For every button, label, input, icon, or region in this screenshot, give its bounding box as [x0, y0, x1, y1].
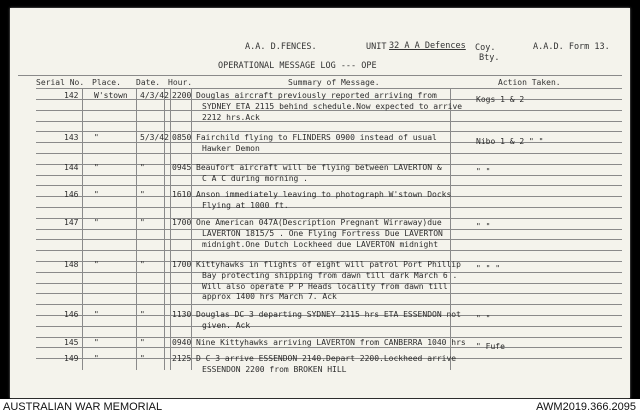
place: "	[94, 260, 99, 269]
message-line: Bay protecting shipping from dawn till dark March 6 .	[202, 270, 458, 280]
place: "	[94, 354, 99, 363]
place: "	[94, 163, 99, 172]
place: "	[94, 338, 99, 347]
message-line: 2212 hrs.Ack	[202, 112, 260, 122]
form-number: A.A.D. Form 13.	[533, 42, 610, 52]
hour: 1130	[172, 310, 192, 319]
date: "	[140, 338, 145, 347]
place: "	[94, 133, 99, 142]
message-line: Beaufort aircraft will be flying between LAVERTON &	[196, 163, 442, 172]
date: 4/3/42	[140, 91, 169, 100]
row-rule	[36, 185, 622, 186]
message-line: D C 3 arrive ESSENDON 2140.Depart 2200.Lockheed arrive	[196, 354, 457, 363]
unit-value: 32 A A Defences	[389, 41, 466, 51]
serial-number: 142	[64, 91, 79, 100]
message-line: LAVERTON 1815/5 . One Flying Fortress Due LAVERTON	[202, 228, 443, 238]
message-line: midnight.One Dutch Lockheed due LAVERTON midnight	[202, 239, 439, 249]
row-rule	[36, 153, 622, 154]
action-taken: " "	[476, 167, 491, 176]
org-heading: A.A. D.FENCES.	[245, 42, 317, 52]
date: "	[140, 260, 145, 269]
header-top-rule	[18, 75, 622, 76]
row-rule	[36, 207, 622, 208]
message-line: Hawker Demon	[202, 143, 260, 153]
log-sheet	[10, 8, 630, 398]
message-line: given. Ack	[202, 320, 251, 330]
action-taken: " " "	[476, 264, 501, 273]
action-taken: Kogs 1 & 2	[476, 95, 525, 104]
date: "	[140, 163, 145, 172]
place: "	[94, 190, 99, 199]
message-line: Nine Kittyhawks arriving LAVERTON from CANBERRA 1040 hrs	[196, 338, 466, 347]
serial-number: 148	[64, 260, 79, 269]
action-taken: Nibo 1 & 2 " "	[476, 137, 544, 146]
hour: 0940	[172, 338, 192, 347]
row-rule	[36, 121, 622, 122]
date: "	[140, 354, 145, 363]
row-rule	[36, 304, 622, 305]
hour: 1700	[172, 218, 192, 227]
coy-label: Coy.	[475, 43, 496, 53]
place: "	[94, 218, 99, 227]
hour: 2200	[172, 91, 192, 100]
serial-number: 143	[64, 133, 79, 142]
date: 5/3/42	[140, 133, 169, 142]
date: "	[140, 190, 145, 199]
row-rule	[36, 250, 622, 251]
message-line: ESSENDON 2200 from BROKEN HILL	[202, 364, 347, 374]
hour: 0850	[172, 133, 192, 142]
col-date: Date.	[136, 78, 161, 87]
place: W'stown	[94, 91, 128, 100]
message-line: Kittyhawks in flights of eight will patrol Port Phillip	[196, 260, 461, 269]
footer-credit: AUSTRALIAN WAR MEMORIAL	[3, 401, 163, 413]
header-bottom-rule	[36, 88, 622, 89]
col-place: Place.	[92, 78, 121, 87]
row-rule	[36, 131, 622, 132]
serial-number: 149	[64, 354, 79, 363]
hour: 1610	[172, 190, 192, 199]
log-title: OPERATIONAL MESSAGE LOG --- OPE	[218, 61, 377, 71]
col-action: Action Taken.	[498, 78, 561, 87]
message-line: Will also operate P P Heads locality from dawn till	[202, 281, 448, 291]
message-line: Anson immediately leaving to photograph W'stown Docks	[196, 190, 452, 199]
hour: 0945	[172, 163, 192, 172]
row-rule	[36, 326, 622, 327]
message-line: C A C during morning .	[202, 173, 308, 183]
message-line: One American 047A(Description Pregnant Wirraway)due	[196, 218, 442, 227]
serial-number: 145	[64, 338, 79, 347]
serial-number: 146	[64, 190, 79, 199]
col-summary: Summary of Message.	[288, 78, 380, 87]
hour: 2125	[172, 354, 192, 363]
date: "	[140, 310, 145, 319]
unit-label: UNIT	[366, 42, 387, 52]
message-line: Douglas aircraft previously reported arriving from	[196, 91, 437, 100]
col-hour: Hour.	[168, 78, 193, 87]
row-rule	[36, 175, 622, 176]
serial-number: 147	[64, 218, 79, 227]
hour: 1700	[172, 260, 192, 269]
bty-label: Bty.	[479, 53, 500, 63]
action-taken: " Fufe	[476, 342, 505, 351]
date: "	[140, 218, 145, 227]
message-line: Douglas DC 3 departing SYDNEY 2115 hrs ETA ESSENDON not	[196, 310, 461, 319]
message-line: approx 1400 hrs March 7. Ack	[202, 292, 337, 302]
message-line: Fairchild flying to FLINDERS 0900 instead of usual	[196, 133, 437, 142]
col-serial: Serial No.	[36, 78, 85, 87]
footer-bar	[0, 399, 640, 416]
footer-accession: AWM2019.366.2095	[536, 401, 636, 413]
action-taken: " "	[476, 314, 491, 323]
message-line: Flying at 1000 ft.	[202, 200, 289, 210]
action-taken: " "	[476, 222, 491, 231]
message-line: SYDNEY ETA 2115 behind schedule.Now expected to arrive	[202, 101, 463, 111]
place: "	[94, 310, 99, 319]
serial-number: 146	[64, 310, 79, 319]
serial-number: 144	[64, 163, 79, 172]
